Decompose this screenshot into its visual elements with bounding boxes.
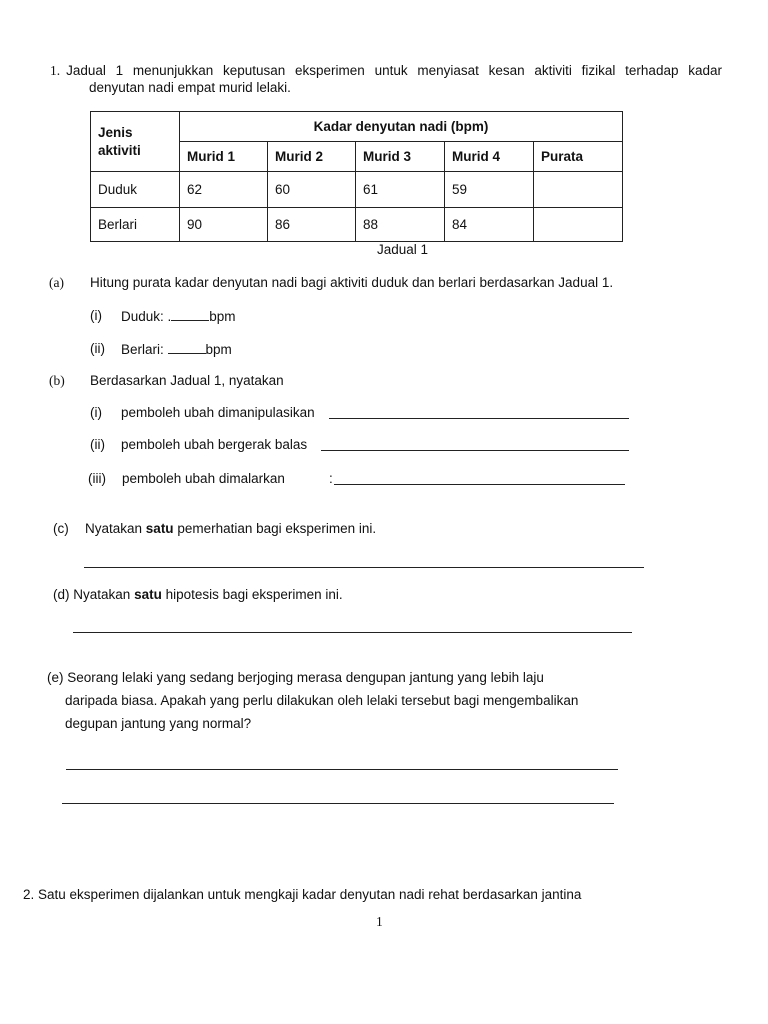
value-cell: 60 [268, 172, 356, 208]
activity-cell: Duduk [91, 172, 180, 208]
question-2-number: 2. [23, 887, 35, 902]
page-number: 1 [376, 914, 383, 929]
part-c-emphasis: satu [145, 521, 174, 536]
part-c-text [85, 521, 376, 536]
value-cell: 62 [180, 172, 268, 208]
question-number: 1. [50, 63, 61, 78]
part-a-i-answer [121, 308, 236, 324]
part-c-label: (c) [53, 521, 69, 536]
bpm-unit: bpm [205, 342, 232, 357]
part-b-i-label: (i) [90, 405, 102, 420]
bpm-unit: bpm [209, 309, 236, 324]
part-d-label: (d) [53, 587, 70, 602]
column-header: Murid 3 [356, 142, 445, 172]
question-2-text: Satu eksperimen dijalankan untuk mengkaji kadar denyutan nadi rehat berdasarkan jantina [38, 887, 582, 902]
table-caption: Jadual 1 [377, 242, 429, 257]
value-cell: 88 [356, 208, 445, 242]
part-d-pre: Nyatakan [73, 587, 135, 602]
responding-variable-answer-line[interactable] [321, 450, 629, 451]
part-b-text: Berdasarkan Jadual 1, nyatakan [90, 373, 284, 388]
part-e-line-3: degupan jantung yang normal? [65, 716, 252, 731]
part-a-text: Hitung purata kadar denyutan nadi bagi aktiviti duduk dan berlari berdasarkan Jadual 1. [90, 275, 614, 290]
manipulated-variable-prompt: pemboleh ubah dimanipulasikan [121, 405, 315, 420]
hypothesis-answer-line[interactable] [73, 632, 632, 633]
part-a-ii-answer [121, 341, 232, 357]
intro-line-2: denyutan nadi empat murid lelaki. [89, 80, 291, 95]
constant-variable-answer-line[interactable] [334, 484, 625, 485]
part-d-text [53, 587, 343, 602]
table-row [91, 208, 623, 242]
duduk-answer-blank[interactable] [171, 308, 209, 321]
observation-answer-line[interactable] [84, 567, 644, 568]
group-header: Kadar denyutan nadi (bpm) [180, 112, 623, 142]
value-cell: 90 [180, 208, 268, 242]
row-header-cell [91, 112, 180, 172]
part-c-post: pemerhatian bagi eksperimen ini. [173, 521, 377, 536]
column-header: Murid 4 [445, 142, 534, 172]
row-header: Jenis aktiviti [98, 124, 141, 158]
part-e-label: (e) [47, 670, 64, 685]
part-e-line-2: daripada biasa. Apakah yang perlu dilakukan oleh lelaki tersebut bagi mengembalikan [65, 693, 579, 708]
berlari-answer-blank[interactable] [168, 341, 206, 354]
question-1-intro [50, 62, 722, 96]
activity-cell: Berlari [91, 208, 180, 242]
intro-line-1: Jadual 1 menunjukkan keputusan eksperimen untuk menyiasat kesan aktiviti fizikal terhadap kadar [66, 63, 722, 78]
average-cell[interactable] [534, 208, 623, 242]
part-d-post: hipotesis bagi eksperimen ini. [161, 587, 343, 602]
responding-variable-prompt: pemboleh ubah bergerak balas [121, 437, 308, 452]
value-cell: 59 [445, 172, 534, 208]
value-cell: 84 [445, 208, 534, 242]
value-cell: 61 [356, 172, 445, 208]
part-e-answer-line-1[interactable] [66, 769, 618, 770]
column-header: Murid 1 [180, 142, 268, 172]
column-header: Purata [534, 142, 623, 172]
constant-variable-prompt: pemboleh ubah dimalarkan [122, 471, 285, 486]
part-e-answer-line-2[interactable] [62, 803, 614, 804]
duduk-label: Duduk: . [121, 309, 172, 324]
berlari-label: Berlari: [121, 342, 168, 357]
results-table [90, 111, 623, 242]
part-e-text-1: Seorang lelaki yang sedang berjoging merasa dengupan jantung yang lebih laju [67, 670, 544, 685]
part-b-iii-label: (iii) [88, 471, 106, 486]
part-a-label: (a) [49, 275, 64, 290]
manipulated-variable-answer-line[interactable] [329, 418, 629, 419]
part-b-label: (b) [49, 373, 65, 388]
average-cell[interactable] [534, 172, 623, 208]
part-c-pre: Nyatakan [85, 521, 146, 536]
part-e-line-1 [47, 670, 544, 685]
value-cell: 86 [268, 208, 356, 242]
table-row [91, 172, 623, 208]
column-header: Murid 2 [268, 142, 356, 172]
part-d-emphasis: satu [134, 587, 162, 602]
part-a-ii-label: (ii) [90, 341, 105, 356]
question-2 [23, 887, 581, 902]
part-a-i-label: (i) [90, 308, 102, 323]
colon: : [329, 471, 333, 486]
part-b-ii-label: (ii) [90, 437, 105, 452]
